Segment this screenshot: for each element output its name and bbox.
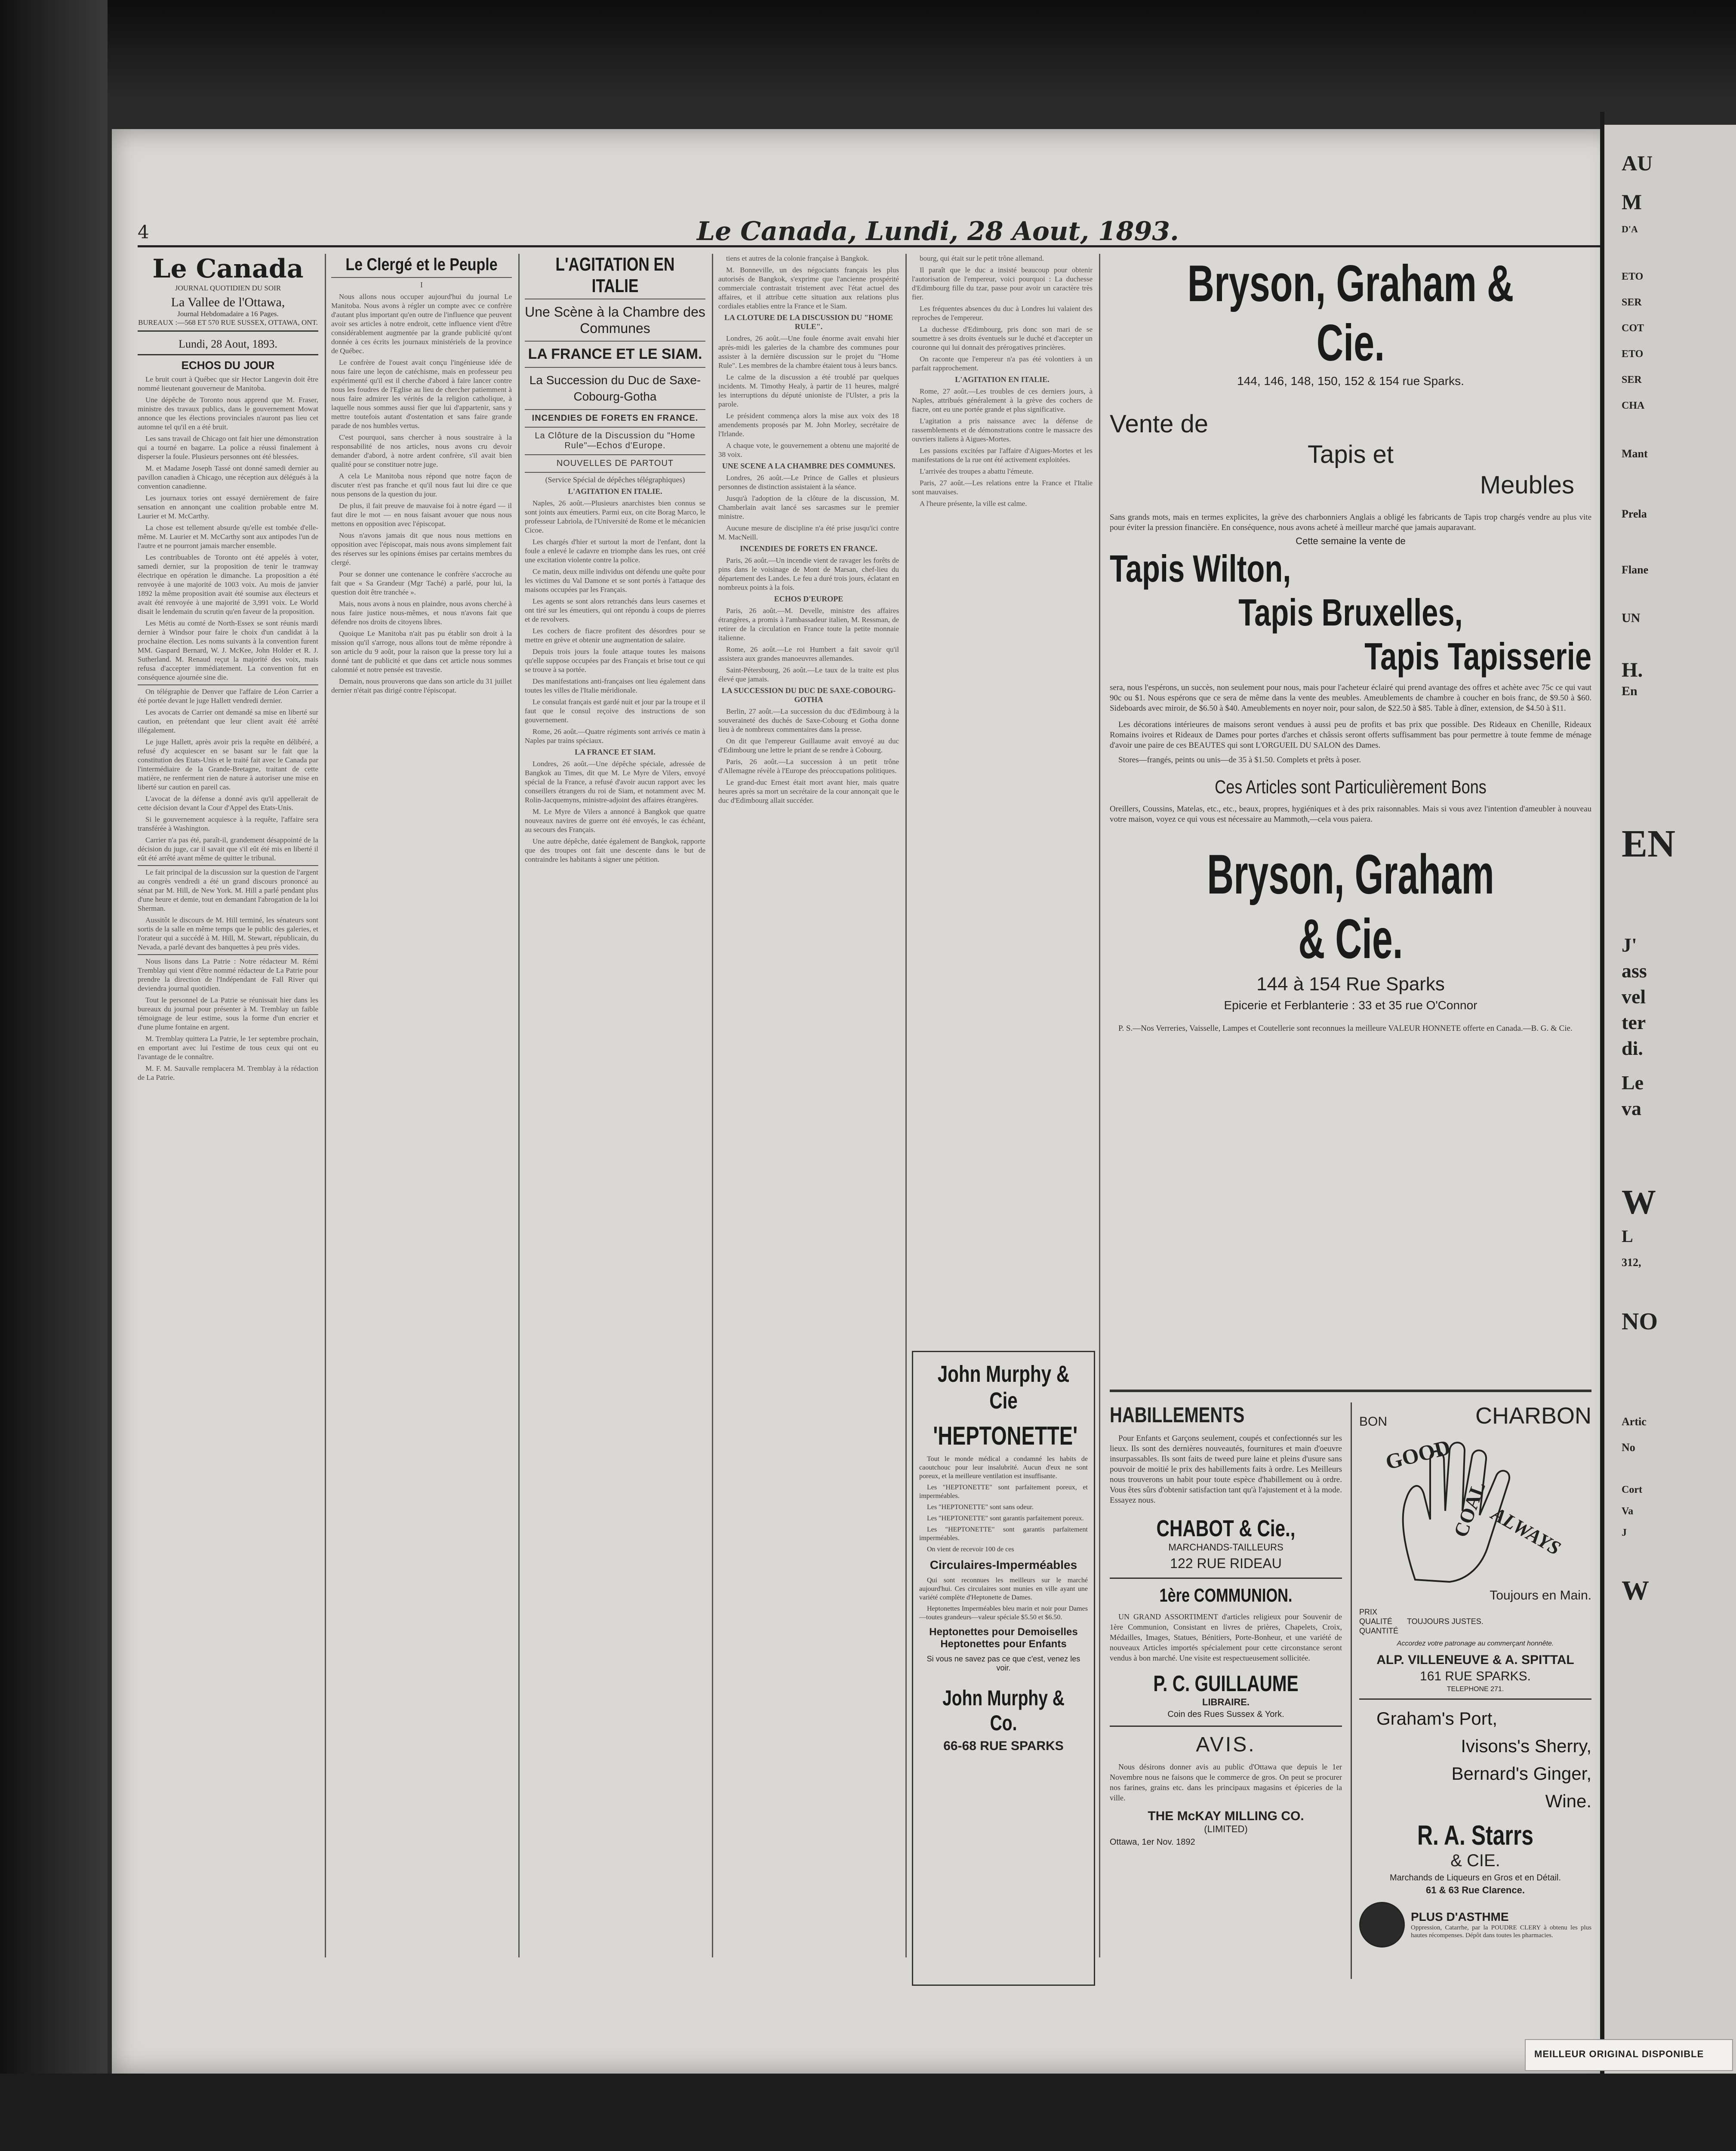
ad-mckay-date: Ottawa, 1er Nov. 1892 [1110,1837,1195,1847]
ad-articles-body: Oreillers, Coussins, Matelas, etc., etc., beaux, propres, hygiéniques et à des prix raisonnables. Mais si vous avez l'intention d'ameubler à nouveau votre maison, voyez ce qui vous est nécessaire au Mammoth,—cela vous paiera. [1110,804,1591,824]
paragraph: Le calme de la discussion a été troublé par quelques incidents. M. Timothy Healy, à partir de 11 heures, malgré les interruptions du député unioniste de l'Ulster, a pris la parole. [718,373,899,408]
paragraph: A chaque vote, le gouvernement a obtenu une majorité de 38 voix. [718,441,899,459]
divider [331,277,512,278]
ad-guillaume-sub: LIBRAIRE. [1202,1697,1250,1707]
paragraph: Le bruit court à Québec que sir Hector Langevin doit être nommé lieutenant gouverneur de Manitoba. [138,375,318,392]
section-heading: LA CLOTURE DE LA DISCUSSION DU "HOME RULE". [724,313,893,331]
paragraph: A l'heure présente, la ville est calme. [920,499,1027,508]
paragraph: Une dépêche de Toronto nous apprend que M. Fraser, ministre des travaux publics, dans le gouvernement Mowat annonce que les élections provinciales n'auront pas lieu cet automne tel qu'il en a été bruit. [138,396,318,431]
ad-bryson-epicerie: Epicerie et Ferblanterie : 33 et 35 rue O'Connor [1224,998,1477,1012]
strip-fragment: J [1622,1527,1627,1538]
strip-fragment: D'A [1622,224,1638,234]
ad-john-murphy-footer: John Murphy & Co. [942,1686,1065,1735]
paragraph: Nous n'avons jamais dit que nous nous mettions en opposition avec l'épiscopat, mais nous avons simplement fait des réserves sur les opinions émises par certains membres du clergé. [331,531,512,567]
divider [525,427,705,428]
article-body [718,707,899,805]
strip-fragment: ass [1622,960,1647,982]
paragraph: Une autre dépêche, datée également de Bangkok, rapporte que des troupes ont fait une descente dans le but de contraindre les habitants à signer une pétition. [525,837,705,863]
strip-fragment: Mant [1622,447,1648,460]
paragraph: Jusqu'à l'adoption de la clôture de la discussion, M. Chamberlain avait lancé ses sarcasmes sur le premier ministre. [718,494,899,521]
strip-fragment: L [1622,1227,1633,1246]
strip-fragment: ETO [1622,271,1644,282]
strip-fragment: Artic [1622,1415,1647,1428]
strip-fragment: Prela [1622,508,1647,520]
ad-telephone: TELEPHONE 271. [1447,1686,1504,1693]
paragraph: On télégraphie de Denver que l'affaire de Léon Carrier a été portée devant le juge Hallett vendredi dernier. [138,687,318,705]
running-title: Le Canada, Lundi, 28 Aout, 1893. [697,216,1179,247]
strip-fragment: ETO [1622,348,1644,360]
strip-fragment: No [1622,1441,1635,1454]
ad-asthme-title: PLUS D'ASTHME [1411,1910,1509,1923]
ad-chabot-address: 122 RUE RIDEAU [1170,1556,1282,1571]
paragraph: bourg, qui était sur le petit trône allemand. [920,254,1044,262]
ad-communion-body: UN GRAND ASSORTIMENT d'articles religieux pour Souvenir de 1ère Communion, Consistant en livres de prières, Chapelets, Croix, Médailles, Images, Statues, Bénitiers, Porte-Bonheur, et une variété de nouveaux Articles importés spécialement pour cette circonstance seront vendus à bon marché. Une visite est respectueusement sollicitée. [1110,1612,1342,1662]
adjacent-page-strip [1604,125,1736,2074]
paragraph: C'est pourquoi, sans chercher à nous soustraire à la responsabilité de nos articles, nous avons cru devoir demander d'abord, à notre ardent confrère, s'il avait bien qualité pour se constituer notre juge. [331,433,512,468]
subheadline: Une Scène à la Chambre des Communes [525,304,705,336]
article-body [718,606,899,684]
ad-quantite: QUANTITÉ [1359,1627,1399,1635]
paragraph: Rome, 27 août.—Les troubles de ces derniers jours, à Naples, attribués généralement à la grève des cochers de fiacre, ont eu une portée grande et plus significative. [912,387,1093,413]
paragraph: Les sans travail de Chicago ont fait hier une démonstration qui a tourné en bagarre. La police a réussi finalement à disperser la foule. Plusieurs personnes ont été blessées. [138,435,318,461]
ad-bryson-body-2: Les décorations intérieures de maisons seront vendues à aussi peu de profits et bas prix que possible. Des Rideaux en Chenille, Rideaux Romains ivoires et Rideaux de Dames pour portes d'arches et châssis seront offerts suffisamment bas pour permettre à toute femme de ménage d'avoir une paire de ces BEAUTES qui sont L'ORGUEIL DU SALON des Dames. [1110,720,1591,750]
ad-wine-item: Bernard's Ginger, [1451,1763,1591,1784]
ad-john-murphy [912,1351,1095,1986]
paragraph: Si le gouvernement acquiesce à la requête, l'affaire sera transférée à Washington. [138,815,318,832]
strip-fragment: di. [1622,1037,1643,1059]
ad-body [919,1576,1088,1622]
article-body [718,334,899,459]
divider [525,341,705,342]
ad-prix-qualite [1359,1607,1591,1636]
ad-wine-item: Wine. [1545,1791,1591,1811]
divider [138,354,318,355]
masthead-title: Le Canada [152,254,304,284]
paragraph: Mais, nous avons à nous en plaindre, nous avons cherché à nous faire justice nous-mêmes, et nous n'avons fait que défendre nos droits de citoyens libres. [331,600,512,626]
newspaper-page [112,129,1617,2074]
strip-fragment: va [1622,1097,1641,1119]
article-body [912,387,1093,508]
paragraph: De plus, il fait preuve de mauvaise foi à notre égard — il faut dire le mot — en nous faisant avouer que nous nous mettons en opposition avec l'épiscopat. [331,502,512,528]
section-heading: L'AGITATION EN ITALIE. [568,487,662,496]
subheadline: INCENDIES DE FORETS EN FRANCE. [532,413,699,423]
strip-fragment: SER [1622,374,1642,385]
strip-fragment: W [1622,1575,1649,1606]
ad-body [919,1455,1088,1554]
ad-asthme [1359,1902,1591,1948]
ad-prix-labels [1359,1607,1398,1636]
ad-mckay-sub: (LIMITED) [1204,1824,1248,1834]
paragraph: M. Tremblay quittera La Patrie, le 1er septembre prochain, en emportant avec lui l'estime de tous ceux qui ont eu l'avantage de le connaître. [138,1035,318,1061]
paragraph: Tout le monde médical a condamné les habits de caoutchouc pour leur insalubrité. Aucun d'eux ne sont poreux, et la meilleure ventilation est insuffisante. [919,1455,1088,1480]
ad-good-text: GOOD [1383,1435,1453,1474]
ad-toujours-justes: TOUJOURS JUSTES. [1407,1617,1484,1626]
paragraph: Les "HEPTONETTE" sont sans odeur. [927,1504,1034,1511]
subheadline: La Clôture de la Discussion du "Home Rule"—Echos d'Europe. [535,431,696,450]
column-news [718,254,899,1983]
paragraph: Nous lisons dans La Patrie : Notre rédacteur M. Rémi Tremblay qui vient d'être nommé rédacteur de La Patrie pour prendre la direction de l'Indépendant de Fall River qui deviendra journal quotidien. [138,957,318,992]
paragraph: Qui sont reconnues les meilleurs sur le marché aujourd'hui. Ces circulaires sont munies en ville ayant une variété complète d'Heptonette de Dames. [919,1577,1088,1601]
subheadline: LA FRANCE ET LE SIAM. [528,346,702,362]
paragraph: Les Métis au comté de North-Essex se sont réunis mardi dernier à Windsor pour faire le choix d'un candidat à la prochaine élection. Les noms suivants à la convention furent MM. Gaspard Bernard, W. J. McKee, John Holder et R. J. Sutherland. M. Renaud reçut la majorité des voix, mais refusa d'accepter immédiatement. La convention fut en conséquence ajournée sine die. [138,619,318,681]
strip-fragment: EN [1622,823,1676,865]
article-body [718,473,899,542]
paragraph: Le fait principal de la discussion sur la question de l'argent au congrès vendredi a été un grand discours prononcé au sénat par M. Hill, de New York. M. Hill a parlé pendant plus d'une heure et demie, tout en demandant l'abrogation de la loi Sherman. [138,868,318,912]
subheadline: NOUVELLES DE PARTOUT [556,459,674,468]
article-body [331,292,512,695]
ad-articles-heading: Ces Articles sont Particulièrement Bons [1215,777,1487,798]
ad-chabot-name: CHABOT & Cie., [1156,1516,1296,1541]
paragraph: Il paraît que le duc a insisté beaucoup pour obtenir l'autorisation de l'empereur, voici pourquoi : La duchesse d'Edimbourg fille du tzar, passe pour avoir un caractère très fier. [912,266,1093,301]
ad-qualite: QUALITÉ [1359,1617,1393,1626]
ad-accordez: Accordez votre patronage au commerçant honnête. [1397,1640,1554,1647]
paragraph: L'agitation a pris naissance avec la défense de rassemblements et de démonstrations contre le massacre des ouvriers italiens à Aigues-Mortes. [912,417,1093,443]
archive-label-text: MEILLEUR ORIGINAL DISPONIBLE [1534,2049,1704,2059]
paragraph: Paris, 26 août.—Un incendie vient de ravager les forêts de pins dans le voisinage de Mont de Marsan, chef-lieu du département des Landes. Le feu a duré trois jours, éclatant en nombreux points à la fois. [718,556,899,592]
paragraph: Londres, 26 août.—Une dépêche spéciale, adressée de Bangkok au Times, dit que M. Le Myre de Vilers, envoyé spécial de la France, a refusé d'avoir aucun rapport avec les conseillers étrangers du roi de Siam, et notamment avec M. Rolin-Jacquemyns, ministre-adjoint des affaires étrangères. [525,760,705,804]
ad-starrs-name: R. A. Starrs [1417,1820,1534,1851]
ad-prix: PRIX [1359,1608,1378,1616]
subheadline: La Succession du Duc de Saxe-Cobourg-Gotha [529,373,701,403]
masthead-weekly: Journal Hebdomadaire a 16 Pages. [177,310,279,318]
paragraph: Les "HEPTONETTE" sont garantis parfaitement poreux. [927,1515,1084,1522]
paragraph: A cela Le Manitoba nous répond que notre façon de discuter n'est pas franche et qu'il nous faut lui dire ce que nous pensons de la question du jour. [331,472,512,498]
paragraph: Carrier n'a pas été, paraît-il, grandement désappointé de la décision du juge, car il savait que s'il eût été mis en liberté il eût été arrêté avant même de quitter le tribunal. [138,836,318,862]
paragraph: Quoique Le Manitoba n'ait pas pu établir son droit à la mission qu'il s'arroge, nous allons tout de même répondre à son article du 9 août, pour la raison que la presse tory lui a donné tant de publicité et que dans cet article nous sommes calomnié et notre pensée est travestie. [331,629,512,674]
section-heading: INCENDIES DE FORETS EN FRANCE. [740,544,877,553]
ad-column-rule [1351,1402,1352,1979]
divider [138,330,318,332]
running-head [138,216,1617,247]
divider [138,865,318,866]
paragraph: Aucune mesure de discipline n'a été prise jusqu'ici contre M. MacNeill. [718,524,899,541]
ad-divider [1359,1698,1591,1700]
ad-address: 66-68 RUE SPARKS [943,1739,1064,1753]
divider [525,409,705,410]
paragraph: Aussitôt le discours de M. Hill terminé, les sénateurs sont sortis de la salle en même temps que le public des galeries, et l'orateur qui a succédé à M. Hill, M. Stewart, républicain, du Nevada, a parlé devant des banquettes à peu près vides. [138,916,318,951]
ad-divider [1110,1578,1342,1579]
ad-starrs-address: 61 & 63 Rue Clarence. [1426,1885,1525,1895]
paragraph: M. et Madame Joseph Tassé ont donné samedi dernier au pavillon canadien à Chicago, une réception aux délégués à la convention canadienne. [138,464,318,490]
article-body [525,499,705,745]
paragraph: Paris, 27 août.—Les relations entre la France et l'Italie sont mauvaises. [912,479,1093,496]
ad-bon-label: BON [1359,1414,1388,1429]
paragraph: Les contribuables de Toronto ont été appelés à voter, samedi dernier, sur la proposition de tenir le tramway électrique en opération le dimanche. La proposition a été renvoyée à une majorité de 1003 voix. Au mois de janvier 1892 la même proposition avait été soumise aux électeurs et avait été renvoyée à une majorité de 3,991 voix. Le World disait le lendemain du scrutin qu'en faveur de la proposition. [138,553,318,616]
ad-charbon-column [1359,1402,1591,1979]
paragraph: Londres, 26 août.—Le Prince de Galles et plusieurs personnes de distinction assistaient à la séance. [718,474,899,491]
ad-coal-hand-illustration [1359,1433,1591,1588]
ad-starrs-sub: Marchands de Liqueurs en Gros et en Détail. [1390,1873,1561,1883]
ad-charbon-label: CHARBON [1475,1403,1591,1429]
ad-villeneuve-address: 161 RUE SPARKS. [1420,1669,1531,1683]
strip-fragment: J' [1622,934,1637,956]
article-body [718,254,899,311]
ad-bryson-graham [1110,254,1591,1381]
section-heading: LA FRANCE ET SIAM. [575,748,656,756]
ad-bryson-address-2: 144 à 154 Rue Sparks [1256,974,1445,995]
section-heading: ECHOS D'EUROPE [774,595,843,603]
ad-tapis-bruxelles: Tapis Bruxelles, [1238,591,1463,634]
paragraph: Demain, nous prouverons que dans son article du 31 juillet dernier n'était pas dirigé contre l'épiscopat. [331,677,512,694]
paragraph: M. F. M. Sauvalle remplacera M. Tremblay à la rédaction de La Patrie. [138,1064,318,1082]
article-numeral: I [420,280,423,289]
paragraph: M. Bonneville, un des négociants français les plus autorisés de Bangkok, s'exprime que l'ancienne prospérité commerciale contrastait tristement avec l'état actuel des affaires, et il attribue cette situation aux relations plus cordiales etablies entre la France et le Siam. [718,266,899,310]
paragraph: Des manifestations anti-françaises ont lieu également dans toutes les villes de l'Italie méridionale. [525,677,705,694]
strip-fragment: M [1622,190,1642,214]
masthead-date: Lundi, 28 Aout, 1893. [179,338,277,350]
strip-fragment: CHA [1622,400,1645,411]
ad-meubles: Meubles [1480,471,1574,499]
archive-label [1525,2039,1733,2071]
paragraph: Rome, 26 août.—Quatre régiments sont arrivés ce matin à Naples par trains spéciaux. [525,727,705,745]
paragraph: Nous allons nous occuper aujourd'hui du journal Le Manitoba. Nous avons à régler un compte avec ce confrère d'autant plus important qu'en outre de l'influence que peuvent avoir ses articles à notre endroit, cette influence vient d'être considérablement augmentée par la grande publicité qu'ont donnée à ces écrits les journaux ministériels de la province de Québec. [331,293,512,355]
article-body [912,254,1093,373]
strip-fragment: ter [1622,1011,1646,1033]
ad-divider [1110,1726,1342,1727]
ad-chabot-sub: MARCHANDS-TAILLEURS [1168,1542,1284,1553]
ad-bryson-body: sera, nous l'espérons, un succès, non seulement pour nous, mais pour l'acheteur éclairé qui prend avantage des offres et achète avec 75c ce qui vaut 90c ou $1. Nous espérons que ce sera de même dans la vente des meubles. Ameublements de chambre à coucher en bois franc, de $9.50 à $60. Sideboards avec miroir, de $6.50 à $40. Ameublements en noyer noir, pour salon, de $22.50 à $85. Table à dîner, extension, de $4.50 à $11. [1110,683,1591,713]
strip-fragment: H. [1622,659,1643,681]
paragraph: Les "HEPTONETTE" sont parfaitement poreux, et imperméables. [919,1484,1088,1500]
paragraph: La duchesse d'Edimbourg, pris donc son mari de se soumettre à ses droits éventuels sur le duché et d'accepter un couronne qui lui donnait des prérogatives princières. [912,325,1093,351]
ad-guillaume-address: Coin des Rues Sussex & York. [1167,1710,1284,1719]
section-heading: LA SUCCESSION DU DUC DE SAXE-COBOURG-GOTHA [721,686,896,704]
column-rule [518,254,520,1957]
paragraph: Londres, 26 août.—Une foule énorme avait envahi hier après-midi les galeries de la chambre des communes pour assister à la dernière discussion sur le projet du "Home Rule". Les membres de la chambre étaient tous à leurs bancs. [718,334,899,370]
article-headline: Le Clergé et le Peuple [345,255,498,274]
paragraph: Les fréquentes absences du duc à Londres lui valaient des reproches de l'empereur. [912,305,1093,322]
ad-bryson-name-2: Bryson, Graham & Cie. [1207,843,1494,970]
paragraph: Naples, 26 août.—Plusieurs anarchistes bien connus se sont joints aux émeutiers. Parmi eux, on cite Borag Marco, le professeur Labriola, de l'Université de Rome et le mécanicien Cicoe. [525,499,705,534]
paragraph: La chose est tellement absurde qu'elle est tombée d'elle-même. M. Laurier et M. McCarthy sont aux antipodes l'un de l'autre et ne pourront jamais marcher ensemble. [138,524,318,550]
paragraph: Depuis trois jours la foule attaque toutes les maisons qu'elle suppose occupées par des Français et brise tout ce qui se trouve à sa portée. [525,647,705,674]
strip-fragment: Le [1622,1072,1644,1094]
divider [525,472,705,473]
ad-wine-item: Graham's Port, [1376,1708,1498,1729]
ad-tapis: Tapis et [1308,441,1394,468]
column-rule [1099,254,1100,1957]
section-heading: ECHOS DU JOUR [181,359,275,372]
strip-fragment: 312, [1622,1256,1641,1269]
ad-note: Si vous ne savez pas ce que c'est, venez les voir. [926,1655,1080,1672]
column-masthead [138,254,318,1983]
paragraph: Le confrère de l'ouest avait conçu l'ingénieuse idée de nous faire une leçon de catéchisme, mais en professeur peu expérimenté qu'il est il cherche d'abord à faire lancer contre nous les foudres de l'Eglise au lieu de chercher patiemment à nous faire admirer les vérités de la religion catholique, à laquelle nous sommes aussi fier que lui d'appartenir, sans y mettre toutefois autant d'ostentation et sans faire grande parade de nos humbles vertus. [331,358,512,430]
ad-villeneuve: ALP. VILLENEUVE & A. SPITTAL [1376,1653,1574,1667]
paragraph: Les cochers de fiacre profitent des désordres pour se mettre en grève et obtenir une augmentation de salaire. [525,627,705,644]
ad-coal-text: COAL [1449,1479,1490,1540]
section-heading: L'AGITATION EN ITALIE. [955,375,1050,384]
strip-fragment: AU [1622,151,1653,175]
ad-bryson-body-3: Stores—frangés, peints ou unis—de 35 à $1.50. Complets et prêts à poser. [1118,755,1361,764]
column-rule [325,254,326,1957]
ad-habillements-body: Pour Enfants et Garçons seulement, coupés et confectionnés sur les lieux. Ils sont des dernières nouveautés, fournitures et main d'oeuvre insurpassables. Ils sont faits de tweed pure laine et pleins d'usure sans pouvoir de moitié le prix des habillements faits à ordre. Les Meilleurs nous trouverons un habit pour toute espèce d'habillement ou à ordre. Vous êtes sûrs d'obtenir satisfaction tant qu'à l'ajustement et à la mode. Essayez nous. [1110,1434,1342,1505]
paragraph: Rome, 26 août.—Le roi Humbert a fait savoir qu'il assistera aux grandes manoeuvres allemandes. [718,645,899,663]
column-clerge [331,254,512,1983]
paragraph: On raconte que l'empereur n'a pas été volontiers à un parfait rapprochement. [912,355,1093,372]
film-border-left [0,0,108,2151]
ad-bryson-address: 144, 146, 148, 150, 152 & 154 rue Sparks. [1237,374,1464,388]
strip-fragment: W [1622,1183,1656,1221]
paragraph: Pour se donner une contenance le confrère s'accroche au fait que « Sa Grandeur (Mgr Taché) a parlé, pour lui, la question doit être tranchée ». [331,570,512,596]
divider [525,454,705,455]
article-body [525,759,705,864]
masthead-bureaux: BUREAUX :—568 ET 570 RUE SUSSEX, OTTAWA, ONT. [138,318,318,327]
strip-fragment: NO [1622,1308,1658,1335]
paragraph: Le grand-duc Ernest était mort avant hier, mais quatre heures après sa mort un secrétaire de la cour annonçait que le duc d'Edimbourg allait succéder. [718,778,899,804]
ad-asthme-body: Oppression, Catarrhe, par la POUDRE CLERY à obtenu les plus hautes récompenses. Dépôt dans toutes les pharmacies. [1411,1924,1591,1939]
divider [138,684,318,685]
strip-fragment: En [1622,684,1638,698]
strip-fragment: SER [1622,297,1642,308]
ad-mckay-name: THE McKAY MILLING CO. [1148,1809,1304,1823]
paragraph: Les journaux tories ont essayé dernièrement de faire sensation en annonçant une coalition probable entre M. Laurier et M. McCarthy. [138,494,318,520]
paragraph: Berlin, 27 août.—La succession du duc d'Edimbourg à la souveraineté des duchés de Saxe-Cobourg et Gotha donne lieu à de nombreux commentaires dans la presse. [718,707,899,733]
masthead-subtitle: JOURNAL QUOTIDIEN DU SOIR [175,284,281,292]
paragraph: Les "HEPTONETTE" sont garantis parfaitement imperméables. [919,1526,1088,1542]
paragraph: Paris, 26 août.—M. Develle, ministre des affaires étrangères, a promis à l'ambassadeur italien, M. Ressman, de retirer de la circulation en France toute la petite monnaie italienne. [718,607,899,642]
strip-fragment: Va [1622,1506,1634,1517]
page-number: 4 [138,222,149,243]
seal-icon [1359,1902,1405,1948]
ad-always-text: ALWAYS [1488,1502,1565,1559]
paragraph: Saint-Pétersbourg, 26 août.—Le taux de la traite est plus élevé que jamais. [718,666,899,683]
ad-starrs-cie: & CIE. [1450,1851,1500,1870]
article-headline: L'AGITATION EN ITALIE [555,254,675,296]
paragraph: Les chargés d'hier et surtout la mort de l'enfant, dont la foule a enlevé le cadavre en triomphe dans les rues, ont créé une excitation violente contre la police. [525,538,705,564]
film-border-top [0,0,1736,103]
masthead-vallee: La Vallee de l'Ottawa, [171,295,285,309]
divider [525,367,705,368]
ad-tapis-tapisserie: Tapis Tapisserie [1364,635,1591,678]
ad-avis-body: Nous désirons donner avis au public d'Ottawa que depuis le 1er Novembre nous ne faisons que le commerce de gros. On peut se procurer nos farines, grains etc. dans les principaux magasins et épiceries de la ville. [1110,1763,1342,1802]
paragraph: M. Le Myre de Vilers a annoncé à Bangkok que quatre nouveaux navires de guerre ont été envoyés, le cas échéant, au secours des Français. [525,807,705,834]
paragraph: Ce matin, deux mille individus ont défendu une quête pour les victimes du Val Damone et se sont portés à l'attaque des maisons occupées par les Français. [525,567,705,594]
column-rule [905,254,907,1957]
paragraph: On dit que l'empereur Guillaume avait envoyé au duc d'Edimbourg une lettre le priant de se rendre à Cobourg. [718,737,899,754]
paragraph: Heptonettes Imperméables bleu marin et noir pour Dames—toutes grandeurs—valeur spéciale $5.50 et $6.50. [919,1605,1088,1621]
ad-bryson-intro: Sans grands mots, mais en termes explicites, la grève des charbonniers Anglais a obligé les fabricants de Tapis trop chargés vendre au plus vite pour éviter la pression financière. En conséquence, nous avons acheté à meilleur marché que jamais auparavant. [1110,513,1591,532]
ad-communion-title: 1ère COMMUNION. [1159,1585,1293,1606]
paragraph: Le juge Hallett, après avoir pris la requête en délibéré, a refusé d'y acquiescer en se basant sur le fait que la constitution des Etats-Unis et le traité fait avec le Canada par l'intermédiaire de la Grande-Bretagne, traitant de cette matière, ne renferment rien de nature à autoriser une mise en liberté sur caution en pareil cas. [138,738,318,791]
paragraph: L'arrivée des troupes a abattu l'émeute. [920,467,1034,475]
ad-vente: Vente de [1110,410,1208,438]
ad-toujours-en-main: Toujours en Main. [1490,1588,1591,1602]
ad-subheading: Heptonettes pour Demoiselles Heptonettes pour Enfants [929,1626,1078,1650]
ad-divider [1110,1390,1591,1392]
section-heading: UNE SCENE A LA CHAMBRE DES COMMUNES. [722,462,896,470]
ad-bryson-name: Bryson, Graham & Cie. [1187,255,1514,372]
ad-bryson-ps: P. S.—Nos Verreries, Vaisselle, Lampes et Coutellerie sont reconnues la meilleure VALEUR HONNETE offerte en Canada.—B. G. & Cie. [1118,1024,1573,1033]
ad-habillements-title: HABILLEMENTS [1110,1403,1245,1427]
paragraph: Tout le personnel de La Patrie se réunissait hier dans les bureaux du journal pour présenter à M. Tremblay un faible témoignage de leur estime, sous la forme d'un encrier et d'une plume fontaine en argent. [138,996,318,1031]
page-gutter [1600,112,1604,2074]
strip-fragment: Cort [1622,1484,1642,1495]
paragraph: Paris, 26 août.—La succession à un petit trône d'Allemagne révèle à l'Europe des préoccupations politiques. [718,758,899,775]
ad-wine-item: Ivisons's Sherry, [1461,1736,1591,1756]
ad-guillaume-name: P. C. GUILLAUME [1153,1671,1299,1696]
column-italie [525,254,705,1983]
ad-charbon-header [1359,1402,1591,1429]
strip-fragment: Flane [1622,564,1649,576]
paragraph: L'avocat de la défense a donné avis qu'il appellerait de cette décision devant la Cour d'Appel des Etats-Unis. [138,795,318,812]
paragraph: Les passions excitées par l'affaire d'Aigues-Mortes et les manifestations de la rue ont été activement exploitées. [912,447,1093,464]
echos-text [138,375,318,1082]
ad-john-murphy-name: John Murphy & Cie [937,1361,1070,1414]
strip-fragment: vel [1622,986,1646,1008]
ad-habillements-column [1110,1402,1342,1979]
ad-tapis-wilton: Tapis Wilton, [1110,547,1291,590]
paragraph: On vient de recevoir 100 de ces [927,1546,1014,1553]
article-body [718,556,899,592]
film-border-bottom [0,2074,1736,2151]
strip-fragment: UN [1622,611,1641,625]
ad-subheading: Circulaires-Imperméables [930,1558,1077,1572]
strip-fragment: COT [1622,323,1644,334]
divider [138,954,318,955]
paragraph: Les avocats de Carrier ont demandé sa mise en liberté sur caution, en prétendant que leur client avait été arrêté illégalement. [138,708,318,734]
paragraph: Les agents se sont alors retranchés dans leurs casernes et ont tiré sur les émeutiers, qui ont répondu à coups de pierres et de revolvers. [525,597,705,623]
paragraph: Le président commença alors la mise aux voix des 18 amendements proposés par M. John Morley, secrétaire de l'Irlande. [718,412,899,438]
column-rule [712,254,713,1957]
ad-bryson-intro2: Cette semaine la vente de [1296,536,1406,546]
ad-avis-title: AVIS. [1196,1733,1256,1756]
ad-wines-list [1359,1705,1591,1815]
ad-heptonette-product: 'HEPTONETTE' [933,1421,1078,1450]
wire-service-note: (Service Spécial de dépêches télégraphiques) [545,475,685,484]
paragraph: tiens et autres de la colonie française à Bangkok. [726,254,869,262]
paragraph: Le consulat français est gardé nuit et jour par la troupe et il faut que le consul reçoive des instructions de son gouvernement. [525,698,705,724]
